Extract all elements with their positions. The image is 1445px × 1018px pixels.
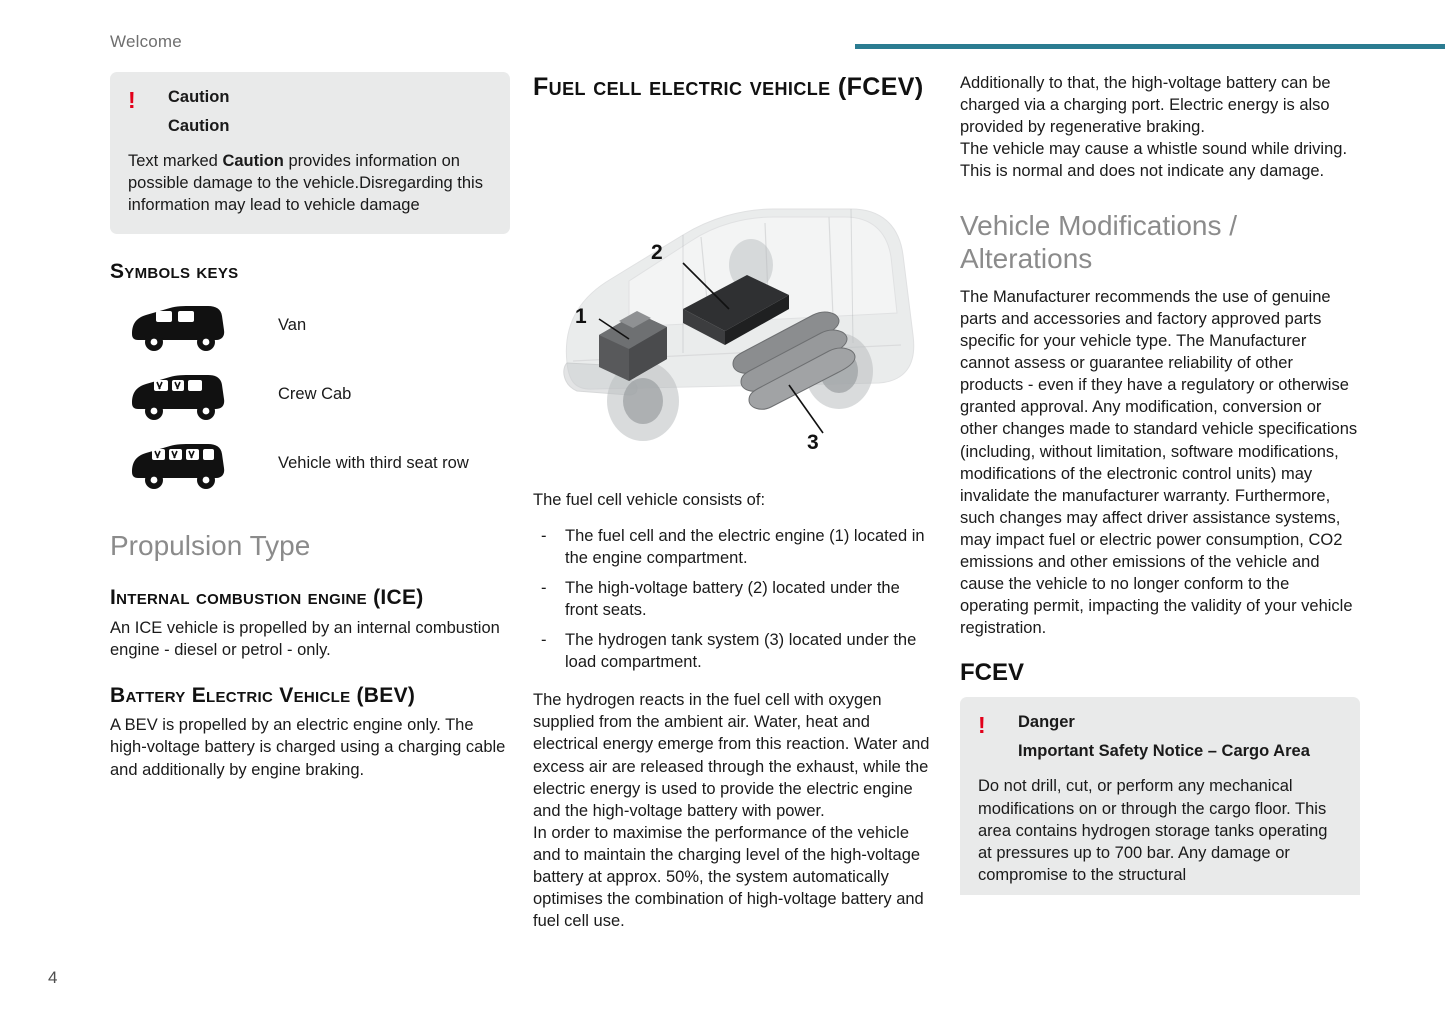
callout-3: 3 bbox=[807, 430, 819, 454]
danger-notice-box bbox=[960, 697, 1360, 895]
caution-body-before: Text marked bbox=[128, 152, 223, 170]
ice-body: An ICE vehicle is propelled by an internal combustion engine - diesel or petrol - only. bbox=[110, 618, 500, 659]
bev-body: A BEV is propelled by an electric engine only. The high-voltage battery is charged using a charging cable and additionally by engine braking. bbox=[110, 716, 506, 779]
caution-subtitle: Caution bbox=[168, 117, 230, 135]
column-left bbox=[110, 72, 510, 795]
fcev-paragraph-3: Additionally to that, the high-voltage battery can be charged via a charging port. Electric energy is also provided by regenerative braking. bbox=[960, 74, 1331, 137]
exclamation-icon: ! bbox=[128, 87, 136, 113]
symbol-label-crew-cab: Crew Cab bbox=[278, 385, 352, 404]
symbol-label-van: Van bbox=[278, 316, 307, 335]
fcev-heading: Fuel cell electric vehicle (FCEV) bbox=[533, 73, 924, 101]
fcev-components-list bbox=[533, 525, 933, 674]
fcev-vehicle-svg bbox=[533, 113, 933, 483]
caution-body-after: provides information on possible damage to the vehicle.Disregarding this information may lead to vehicle damage bbox=[128, 152, 483, 215]
fcev-subheading: FCEV bbox=[960, 659, 1025, 687]
caution-title: Caution bbox=[168, 88, 230, 106]
symbol-row-third-seat-row bbox=[110, 434, 510, 503]
header-accent-rule bbox=[855, 44, 1445, 49]
page-header-label: Welcome bbox=[110, 32, 182, 51]
danger-title: Danger bbox=[1018, 713, 1075, 732]
column-right bbox=[960, 72, 1360, 895]
van-icon bbox=[126, 300, 230, 356]
symbol-label-third-seat-row: Vehicle with third seat row bbox=[278, 454, 469, 473]
symbol-row-crew-cab bbox=[110, 365, 510, 434]
list-item: - The high-voltage battery (2) located under the front seats. bbox=[533, 577, 933, 621]
page-number: 4 bbox=[48, 968, 58, 987]
column-middle bbox=[533, 72, 933, 946]
vehicle-modifications-heading: Vehicle Modifications / Alterations bbox=[960, 209, 1238, 275]
fcev-paragraph-1: The hydrogen reacts in the fuel cell with oxygen supplied from the ambient air. Water, heat and electrical energy emerge from this reaction. Water and excess air are released through the exhaust, while the electric energy is used to provide the electric engine and the high-voltage battery with power. bbox=[533, 691, 930, 820]
callout-1: 1 bbox=[575, 304, 587, 328]
fcev-intro: The fuel cell vehicle consists of: bbox=[533, 490, 766, 509]
caution-notice-box bbox=[110, 72, 510, 234]
bev-heading: Battery Electric Vehicle (BEV) bbox=[110, 683, 416, 707]
fcev-paragraph-2: In order to maximise the performance of the vehicle and to maintain the charging level of the high-voltage battery at approx. 50%, the system automatically optimises the combination of high-voltage battery and fuel cell use. bbox=[533, 823, 924, 931]
danger-subtitle: Important Safety Notice – Cargo Area bbox=[1018, 742, 1310, 761]
symbols-keys-heading: Symbols keys bbox=[110, 260, 239, 284]
caution-body-bold: Caution bbox=[222, 152, 284, 170]
vehicle-modifications-body: The Manufacturer recommends the use of genuine parts and accessories and factory approved parts specific for your vehicle type. The Manufacturer cannot assess or guarantee reliability of other products - even if they have a regulatory or otherwise granted approval. Any modification, conversion or other changes made to standard vehicle specifications (including, without limitation, software modifications, modifications of the electronic control units) may invalidate the manufacturer warranty. Furthermore, such changes may affect driver assistance systems, may impact fuel or electric power consumption, CO2 emissions and other emissions of the vehicle and cause the vehicle to no longer conform to the operating permit, impacting the validity of your vehicle registration. bbox=[960, 287, 1358, 638]
third-row-van-icon bbox=[126, 438, 230, 494]
callout-2: 2 bbox=[651, 240, 663, 264]
caution-body bbox=[128, 150, 492, 216]
symbol-row-van bbox=[110, 296, 510, 365]
list-item: - The fuel cell and the electric engine (1) located in the engine compartment. bbox=[533, 525, 933, 569]
fcev-paragraph-4: The vehicle may cause a whistle sound while driving. This is normal and does not indicate any damage. bbox=[960, 140, 1348, 181]
exclamation-icon: ! bbox=[978, 712, 986, 739]
list-item: - The hydrogen tank system (3) located under the load compartment. bbox=[533, 629, 933, 673]
fcev-cutaway-diagram bbox=[533, 113, 933, 483]
propulsion-type-heading: Propulsion Type bbox=[110, 530, 311, 562]
danger-body: Do not drill, cut, or perform any mechanical modifications on or through the cargo floor. This area contains hydrogen storage tanks operating at pressures up to 700 bar. Any damage or compromise to the structural bbox=[978, 777, 1328, 884]
ice-heading: Internal combustion engine (ICE) bbox=[110, 585, 424, 609]
crew-cab-icon bbox=[126, 369, 230, 425]
